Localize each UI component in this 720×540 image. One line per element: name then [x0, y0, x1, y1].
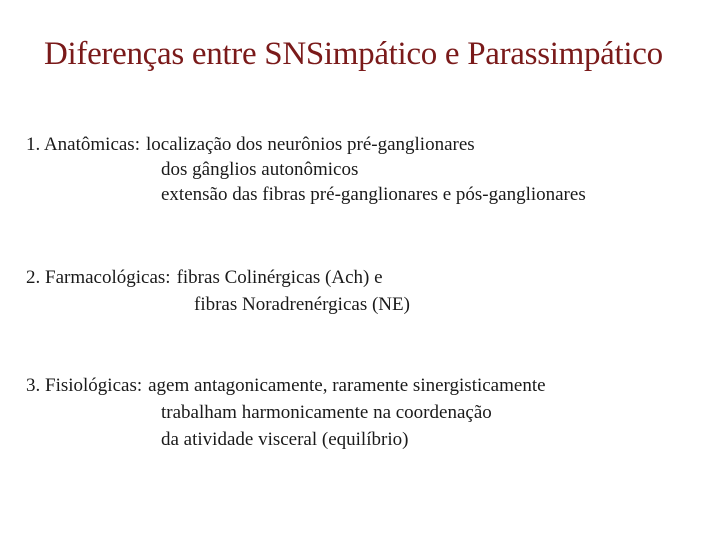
section-first-row	[26, 265, 706, 290]
section-line: extensão das fibras pré-ganglionares e pós-ganglionares	[161, 184, 586, 205]
section-line: da atividade visceral (equilíbrio)	[161, 429, 409, 450]
section-line: localização dos neurônios pré-ganglionares	[145, 134, 475, 155]
section-line: fibras Colinérgicas (Ach) e	[176, 267, 383, 288]
section-label: 3. Fisiológicas:	[26, 375, 143, 396]
section-line: dos gânglios autonômicos	[161, 159, 359, 180]
section-label: 1. Anatômicas:	[26, 134, 140, 155]
section-farmacologicas	[26, 265, 706, 315]
section-fisiologicas	[26, 373, 706, 450]
section-label: 2. Farmacológicas:	[26, 267, 171, 288]
section-first-row	[26, 132, 706, 157]
slide-title: Diferenças entre SNSimpático e Parassimpático	[44, 36, 663, 72]
section-first-row	[26, 373, 706, 398]
section-line: trabalham harmonicamente na coordenação	[161, 402, 492, 423]
section-anatomicas	[26, 132, 706, 205]
section-line: agem antagonicamente, raramente sinergisticamente	[148, 375, 546, 396]
section-line: fibras Noradrenérgicas (NE)	[194, 294, 410, 315]
